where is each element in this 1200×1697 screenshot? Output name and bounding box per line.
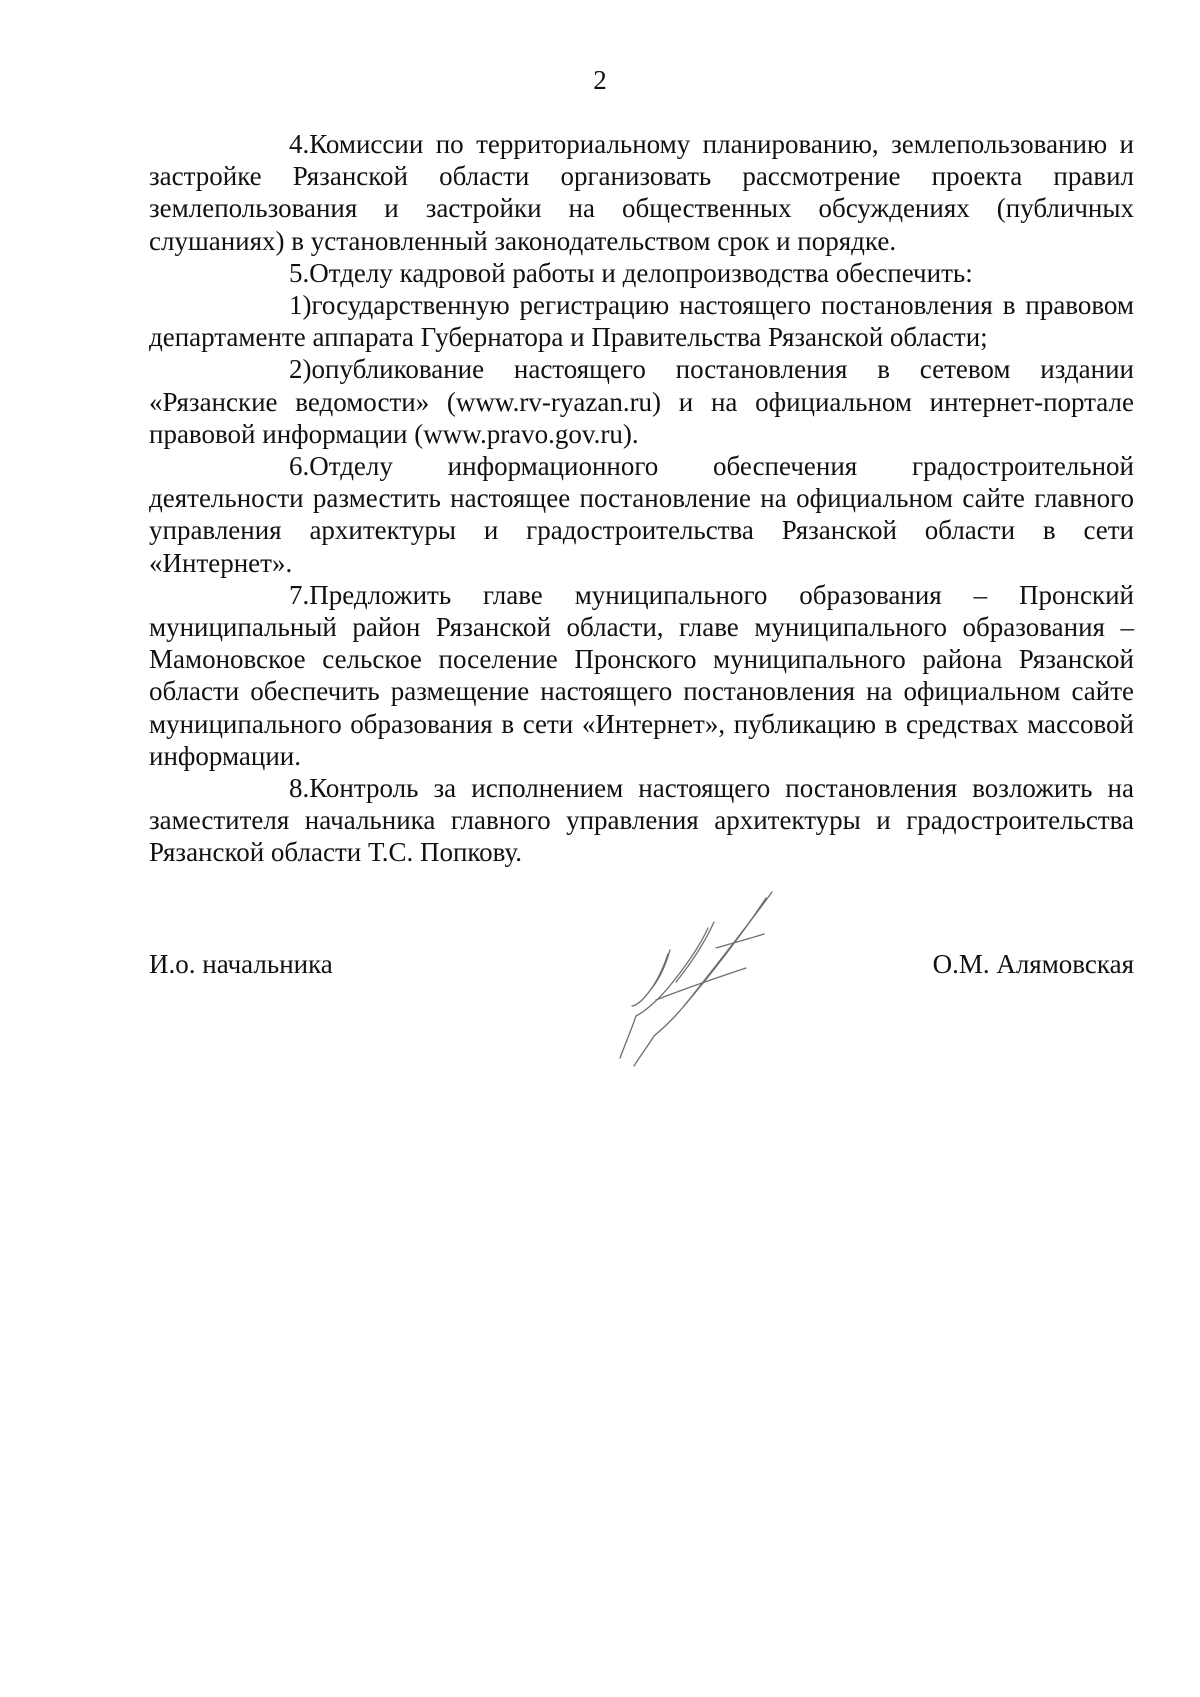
paragraph-item-6 (149, 450, 1134, 579)
handwritten-signature (596, 888, 786, 1068)
paragraph-item-8 (149, 772, 1134, 869)
paragraph-item-7 (149, 579, 1134, 772)
paragraph-item-4 (149, 128, 1134, 257)
paragraph-text: Комиссии по территориальному планированию, землепользованию и застройке Рязанской области организовать рассмотрение проекта правил землепользования и застройки на общественных обсуждениях (публичных слушаниях) в установленный законодательством срок и порядке. (149, 129, 1134, 256)
paragraph-number: 7. (289, 579, 310, 610)
paragraph-number: 1) (289, 290, 312, 321)
paragraph-number: 8. (289, 773, 310, 804)
paragraph-number: 2) (289, 354, 312, 385)
paragraph-text: Отделу кадровой работы и делопроизводства обеспечить: (309, 257, 973, 288)
paragraph-text: Отделу информационного обеспечения градостроительной деятельности разместить настоящее постановление на официальном сайте главного управления архитектуры и градостроительства Рязанской области в сети «Интернет». (149, 451, 1134, 578)
paragraph-number: 5. (289, 257, 310, 288)
page-number: 2 (593, 65, 607, 95)
paragraph-text: опубликование настоящего постановления в сетевом издании «Рязанские ведомости» (www.rv-ryazan.ru) и на официальном интернет-портале правовой информации (www.pravo.gov.ru). (149, 354, 1134, 449)
signatory-name: О.М. Алямовская (932, 949, 1134, 979)
paragraph-text: государственную регистрацию настоящего постановления в правовом департаменте аппарата Губернатора и Правительства Рязанской области; (149, 290, 1134, 353)
paragraph-subitem-2 (149, 353, 1134, 450)
paragraph-item-5 (149, 257, 1134, 289)
document-body (149, 128, 1134, 869)
paragraph-text: Предложить главе муниципального образования – Пронский муниципальный район Рязанской области, главе муниципального образования – Мамоновское сельское поселение Пронского муниципального района Рязанской области обеспечить размещение настоящего постановления на официальном сайте муниципального образования в сети «Интернет», публикацию в средствах массовой информации. (149, 579, 1134, 771)
paragraph-number: 4. (289, 129, 310, 159)
paragraph-subitem-1 (149, 289, 1134, 353)
paragraph-number: 6. (289, 451, 310, 482)
signatory-position: И.о. начальника (149, 949, 333, 979)
paragraph-text: Контроль за исполнением настоящего постановления возложить на заместителя начальника главного управления архитектуры и градостроительства Рязанской области Т.С. Попкову. (149, 773, 1134, 868)
